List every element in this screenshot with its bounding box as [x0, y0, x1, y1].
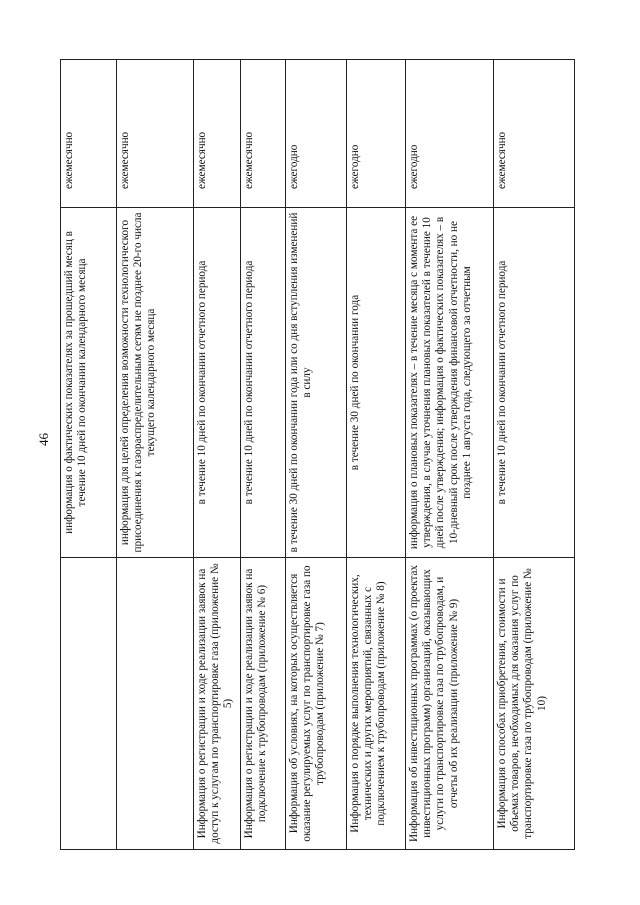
info-cell: Информация о способах приобретения, стоимости и объемах товаров, необходимых для оказания услуг по транспортировке газа по трубопроводам (приложение № 10)	[494, 558, 575, 850]
table-row	[117, 60, 194, 850]
table-row	[347, 60, 406, 850]
page-number: 46	[36, 433, 51, 446]
frequency-cell: ежегодно	[406, 60, 494, 208]
table-row	[194, 60, 241, 850]
table-row	[406, 60, 494, 850]
deadline-cell: в течение 30 дней по окончании года или со дня вступления изменений в силу	[286, 208, 347, 558]
deadline-cell: информация о плановых показателях – в течение месяца с момента ее утверждения, в случае уточнения плановых показателей в течение 10 дней после утверждения; информация о фактических показателях – в 10-дневный срок после утверждения финансовой отчетности, но не позднее 1 августа года, следующего за отчетным	[406, 208, 494, 558]
deadline-cell: в течение 30 дней по окончании года	[347, 208, 406, 558]
info-cell: Информация о регистрации и ходе реализации заявок на подключение к трубопроводам (приложение № 6)	[241, 558, 286, 850]
info-cell: Информация об инвестиционных программах (о проектах инвестиционных программ) организаций, оказывающих услуги по транспортировке газа по трубопроводам, и отчеты об их реализации (приложение № 9)	[406, 558, 494, 850]
table-row	[241, 60, 286, 850]
frequency-cell: ежемесячно	[194, 60, 241, 208]
frequency-cell: ежемесячно	[117, 60, 194, 208]
info-cell	[117, 558, 194, 850]
disclosure-table	[60, 60, 574, 850]
table-row	[494, 60, 575, 850]
info-cell	[61, 558, 117, 850]
table-row	[61, 60, 117, 850]
frequency-cell: ежегодно	[347, 60, 406, 208]
frequency-cell: ежегодно	[286, 60, 347, 208]
table-row	[286, 60, 347, 850]
info-cell: Информация об условиях, на которых осуществляется оказание регулируемых услуг по транспортировке газа по трубопроводам (приложение № 7)	[286, 558, 347, 850]
deadline-cell: в течение 10 дней по окончании отчетного периода	[194, 208, 241, 558]
deadline-cell: информация о фактических показателях за прошедший месяц в течение 10 дней по окончании календарного месяца	[61, 208, 117, 558]
info-cell: Информация о регистрации и ходе реализации заявок на доступ к услугам по транспортировке газа (приложение № 5)	[194, 558, 241, 850]
info-cell: Информация о порядке выполнения технологических, технических и других мероприятий, связанных с подключением к трубопроводам (приложение № 8)	[347, 558, 406, 850]
frequency-cell: ежемесячно	[241, 60, 286, 208]
frequency-cell: ежемесячно	[494, 60, 575, 208]
deadline-cell: в течение 10 дней по окончании отчетного периода	[494, 208, 575, 558]
frequency-cell: ежемесячно	[61, 60, 117, 208]
deadline-cell: в течение 10 дней по окончании отчетного периода	[241, 208, 286, 558]
deadline-cell: информация для целей определения возможности технологического присоединения к газораспределительным сетям не позднее 20-го числа текущего календарного месяца	[117, 208, 194, 558]
